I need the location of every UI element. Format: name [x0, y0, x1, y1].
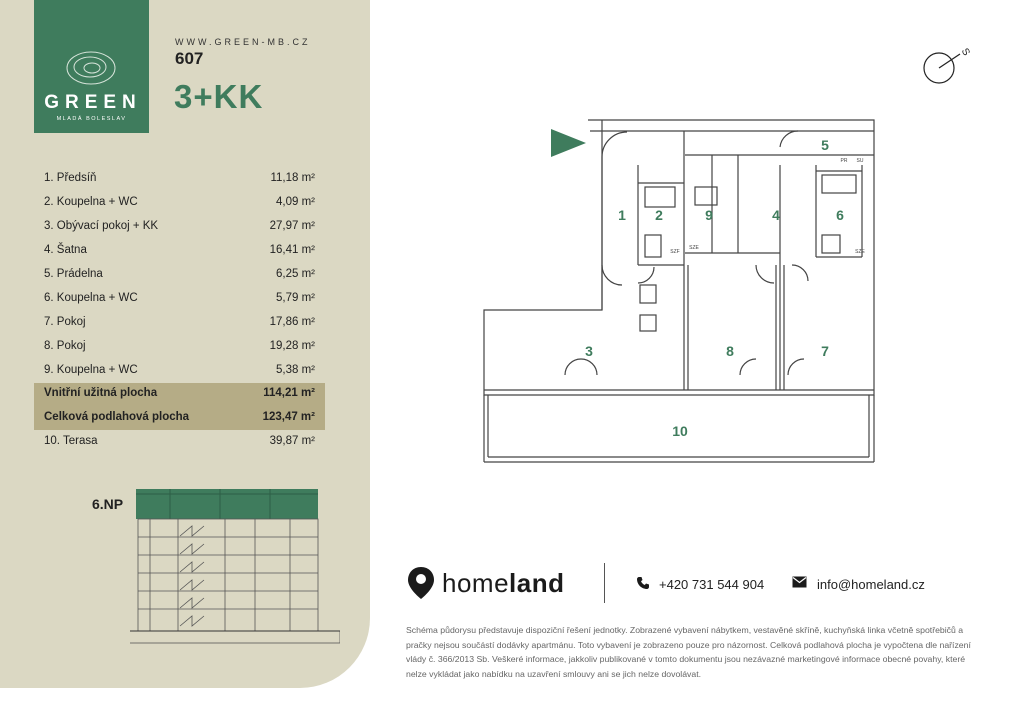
plan-label: 3 — [585, 343, 593, 359]
room-row — [34, 360, 325, 382]
website-link[interactable]: WWW.GREEN-MB.CZ — [175, 37, 311, 47]
plan-label: 10 — [672, 423, 688, 439]
room-label: 7. Pokoj — [44, 316, 86, 328]
terrace-label: 10. Terasa — [44, 435, 98, 447]
building-section-drawing — [130, 486, 340, 646]
room-area: 16,41 m² — [269, 244, 315, 256]
green-logo-icon — [62, 46, 120, 92]
room-area: 27,97 m² — [269, 220, 315, 232]
fixture-label: SU — [856, 158, 864, 164]
room-row — [34, 192, 325, 214]
room-area: 19,28 m² — [269, 340, 315, 352]
terrace-area: 39,87 m² — [269, 435, 315, 447]
total-row-floor — [34, 407, 325, 430]
room-label: 1. Předsíň — [44, 172, 97, 184]
total-label: Celková podlahová plocha — [44, 411, 190, 423]
room-area: 4,09 m² — [276, 196, 315, 208]
fixture-label: PR — [840, 158, 848, 164]
disclaimer-text: Schéma půdorysu představuje dispoziční řešení jednotky. Zobrazené vybavení nábytkem, vestavěné skříně, kuchyňská linka včetně spotřebičů a pračky nejsou součástí dodávky apartmánu. Toto vybavení je zobrazeno pouze pro názornost. Celková podlahová plocha je vypočtena dle nařízení vlády č. 366/2013 Sb. Veškeré informace, jakkoliv publikované v tomto dokumentu jsou nezávazné marketingové informace obecné povahy, které nelze vykládat jako nabídku na uzavření smlouvy ani se jich nelze dovolávat. — [406, 625, 971, 679]
brand-part-land: land — [509, 568, 565, 598]
total-area: 114,21 m² — [263, 387, 315, 399]
plan-walls — [484, 120, 874, 462]
room-row — [34, 264, 325, 286]
room-row — [34, 240, 325, 262]
left-panel — [0, 0, 370, 688]
room-label: 3. Obývací pokoj + KK — [44, 220, 159, 232]
entrance-arrow-icon — [551, 129, 586, 157]
total-row-usable — [34, 383, 325, 407]
unit-type: 3+KK — [174, 78, 264, 115]
homeland-brand — [442, 568, 565, 599]
total-area: 123,47 m² — [262, 411, 315, 423]
plan-label: 7 — [821, 343, 829, 359]
compass-icon — [918, 40, 978, 90]
room-label: 5. Prádelna — [44, 268, 103, 280]
room-label: 8. Pokoj — [44, 340, 86, 352]
divider — [604, 563, 605, 603]
green-logo — [34, 0, 149, 133]
room-number-labels — [585, 137, 844, 439]
room-area: 5,79 m² — [276, 292, 315, 304]
room-label: 4. Šatna — [44, 244, 87, 256]
room-row — [34, 312, 325, 334]
room-area: 11,18 m² — [270, 172, 315, 184]
room-row — [34, 336, 325, 358]
plan-label: 1 — [618, 207, 626, 223]
room-row — [34, 288, 325, 310]
plan-label: 2 — [655, 207, 663, 223]
fixture-label: SZE — [855, 249, 865, 255]
room-label: 9. Koupelna + WC — [44, 364, 138, 376]
email-address[interactable]: info@homeland.cz — [817, 577, 925, 592]
plan-label: 6 — [836, 207, 844, 223]
plan-label: 4 — [772, 207, 780, 223]
floor-label: 6.NP — [92, 496, 124, 512]
total-label: Vnitřní užitná plocha — [44, 387, 158, 399]
phone-icon — [636, 576, 650, 590]
plan-label: 5 — [821, 137, 829, 153]
room-area: 6,25 m² — [276, 268, 315, 280]
plan-label: 8 — [726, 343, 734, 359]
room-row — [34, 216, 325, 238]
brand-location: MLADÁ BOLESLAV — [56, 116, 127, 122]
brand-name: GREEN — [44, 92, 142, 113]
location-pin-icon — [407, 566, 435, 600]
unit-number: 607 — [175, 49, 204, 68]
compass-letter: S — [958, 46, 972, 58]
room-area: 17,86 m² — [269, 316, 315, 328]
room-label: 2. Koupelna + WC — [44, 196, 138, 208]
floor-plan — [470, 105, 880, 470]
fixture-label: SZE — [689, 245, 699, 251]
brand-part-home: home — [442, 568, 510, 598]
room-row — [34, 168, 325, 190]
fixture-label: SZF — [670, 249, 680, 255]
phone-number[interactable]: +420 731 544 904 — [659, 577, 765, 592]
room-area: 5,38 m² — [276, 364, 315, 376]
room-label: 6. Koupelna + WC — [44, 292, 138, 304]
plan-label: 9 — [705, 207, 713, 223]
terrace-row — [34, 431, 325, 453]
envelope-icon — [792, 576, 807, 588]
